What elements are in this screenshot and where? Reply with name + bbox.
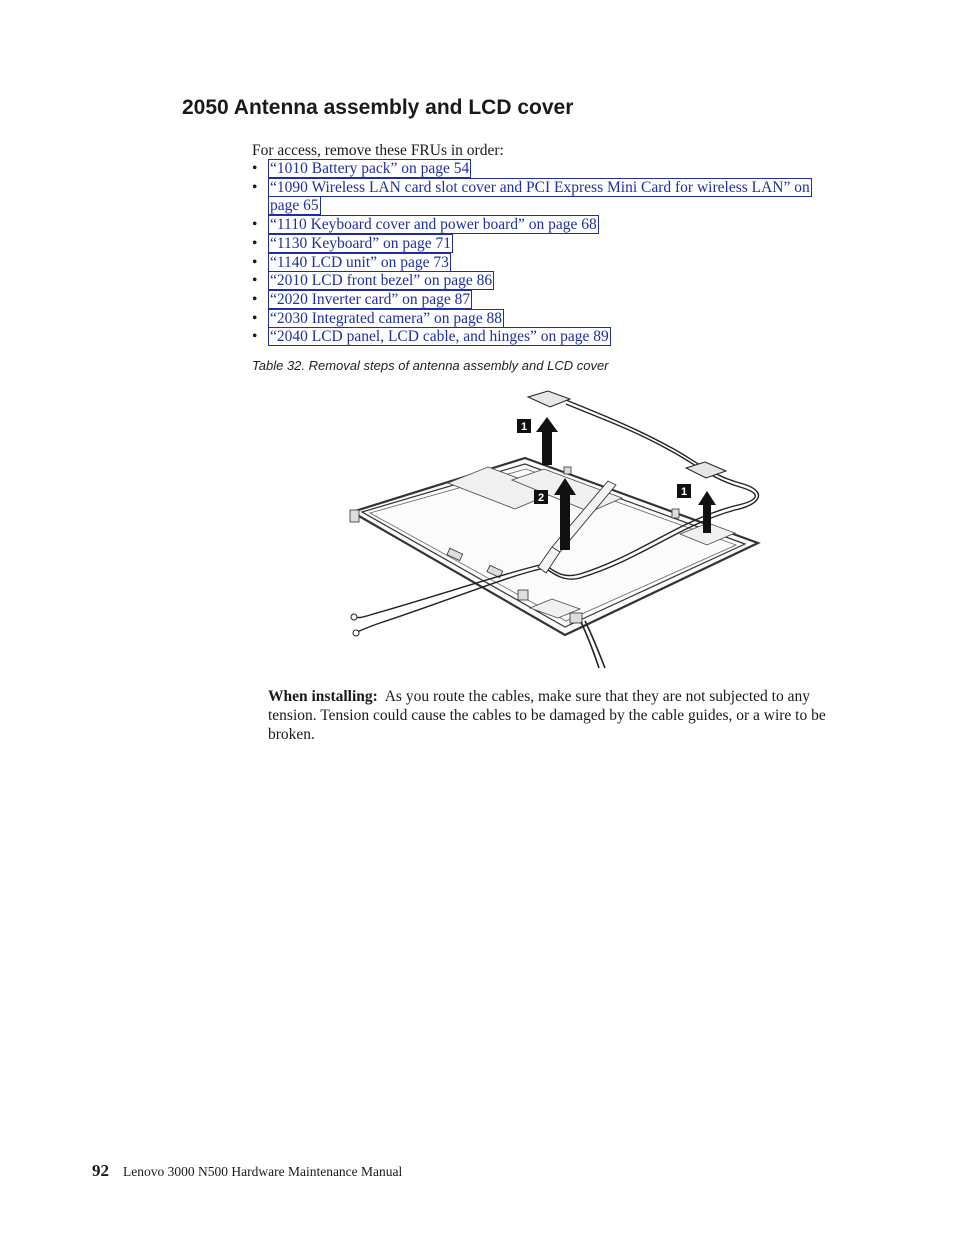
fru-link-integrated-camera[interactable]: “2030 Integrated camera” on page 88: [270, 309, 502, 327]
bullet: •: [252, 216, 258, 234]
bullet: •: [252, 328, 258, 346]
step-callout: [534, 490, 548, 504]
fru-link-wireless-lan-cover[interactable]: “1090 Wireless LAN card slot cover and PCI Express Mini Card for wireless LAN” on page 65: [270, 178, 810, 215]
fru-link-lcd-unit[interactable]: “1140 LCD unit” on page 73: [270, 253, 449, 271]
bullet: •: [252, 309, 258, 327]
list-item: [252, 291, 822, 310]
list-item: [252, 272, 822, 291]
step-label: 2: [537, 492, 545, 504]
bullet: •: [252, 253, 258, 271]
fru-link-inverter-card[interactable]: “2020 Inverter card” on page 87: [270, 290, 471, 308]
table-caption: Table 32. Removal steps of antenna assembly and LCD cover: [252, 358, 609, 373]
list-item: [252, 160, 822, 179]
step-callout: [517, 419, 531, 433]
list-item: [252, 254, 822, 273]
step-label: 1: [680, 486, 688, 498]
page-number: 92: [92, 1161, 109, 1180]
manual-title: Lenovo 3000 N500 Hardware Maintenance Manual: [123, 1164, 403, 1179]
note-label: When installing:: [268, 688, 378, 705]
page-footer: [92, 1161, 402, 1181]
fru-link-battery-pack[interactable]: “1010 Battery pack” on page 54: [270, 160, 470, 177]
fru-link-keyboard-cover[interactable]: “1110 Keyboard cover and power board” on page 68: [270, 216, 597, 234]
cable-connector: [351, 614, 357, 620]
fru-link-keyboard[interactable]: “1130 Keyboard” on page 71: [270, 234, 452, 252]
fru-link-lcd-panel[interactable]: “2040 LCD panel, LCD cable, and hinges” on page 89: [270, 328, 609, 346]
bullet: •: [252, 160, 258, 177]
bullet: •: [252, 178, 258, 196]
fru-link-lcd-front-bezel[interactable]: “2010 LCD front bezel” on page 86: [270, 272, 493, 290]
bullet: •: [252, 290, 258, 308]
cable-connector: [353, 630, 359, 636]
list-item: [252, 235, 822, 254]
bullet: •: [252, 234, 258, 252]
installation-note: [268, 687, 843, 744]
intro-text: For access, remove these FRUs in order:: [252, 142, 504, 159]
list-item: [252, 216, 822, 235]
note-text: As you route the cables, make sure that they are not subjected to any tension. Tension could cause the cables to be damaged by the cable guides, or a wire to be broken.: [268, 688, 826, 743]
list-item: [252, 310, 822, 329]
antenna-tab-left: [528, 391, 570, 407]
list-item: [252, 179, 822, 216]
step-label: 1: [520, 421, 528, 433]
antenna-removal-illustration: [340, 385, 770, 675]
arrow-up-icon: [536, 417, 558, 465]
list-item: [252, 328, 822, 347]
step-callout: [677, 484, 691, 498]
fru-list: [252, 160, 822, 347]
section-title: 2050 Antenna assembly and LCD cover: [182, 96, 574, 119]
bullet: •: [252, 272, 258, 290]
